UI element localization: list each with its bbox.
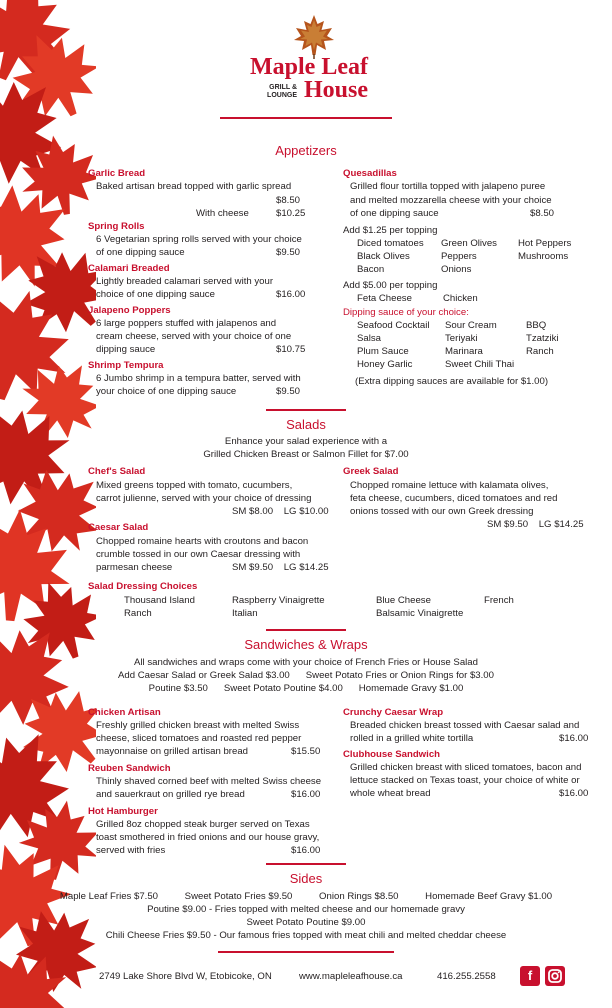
brand-name-line1: Maple Leaf [250, 54, 368, 80]
section-divider [266, 409, 346, 411]
item-desc: of one dipping sauce [96, 247, 185, 258]
item-price: $16.00 [291, 789, 321, 800]
item-price: $16.00 [559, 733, 589, 744]
sauce-item: Sour Cream [445, 320, 497, 331]
brand-name-line2: House [304, 77, 369, 103]
item-price: $16.00 [559, 788, 589, 799]
topping-item: Black Olives [357, 251, 410, 262]
dipping-sauce-title: Dipping sauce of your choice: [343, 307, 469, 318]
sauce-item: Tzatziki [526, 333, 559, 344]
topping-item: Mushrooms [518, 251, 569, 262]
item-title-reuben-sandwich: Reuben Sandwich [88, 763, 171, 774]
item-price: $9.50 [276, 247, 301, 258]
topping-price-note: Add $1.25 per topping [343, 225, 438, 236]
item-price: $16.00 [291, 845, 321, 856]
sauce-item: BBQ [526, 320, 547, 331]
item-price: $8.50 [530, 208, 555, 219]
item-price: $16.00 [276, 289, 306, 300]
item-desc: of one dipping sauce [350, 208, 439, 219]
item-desc: choice of one dipping sauce [96, 289, 215, 300]
dressing-item: French [484, 595, 514, 606]
header-divider [220, 117, 392, 119]
sandwiches-intro: Add Caesar Salad or Greek Salad $3.00 Sweet Potato Fries or Onion Rings for $3.00 [118, 670, 494, 681]
topping-item: Onions [441, 264, 472, 275]
item-price: SM $9.50 LG $14.25 [232, 562, 329, 573]
item-title-quesadillas: Quesadillas [343, 168, 397, 179]
item-desc: onions tossed with our own Greek dressing [350, 506, 534, 517]
item-desc: served with fries [96, 845, 166, 856]
section-divider [266, 863, 346, 865]
dressing-item: Italian [232, 608, 258, 619]
item-desc: carrot julienne, served with your choice of dressing [96, 493, 312, 504]
item-desc: parmesan cheese [96, 562, 173, 573]
sauce-item: Plum Sauce [357, 346, 409, 357]
item-desc: 6 Jumbo shrimp in a tempura batter, served with [96, 373, 301, 384]
section-divider [266, 629, 346, 631]
footer-address: 2749 Lake Shore Blvd W, Etobicoke, ON [99, 971, 272, 982]
sides-line: Chili Cheese Fries $9.50 - Our famous fries topped with meat chili and melted cheddar cheese [105, 930, 507, 941]
item-title-clubhouse-sandwich: Clubhouse Sandwich [343, 749, 441, 760]
item-desc: crumble tossed in our own Caesar dressing with [96, 549, 301, 560]
dressing-choices-title: Salad Dressing Choices [88, 581, 198, 592]
salads-intro: Enhance your salad experience with a [224, 436, 388, 447]
item-title-jalapeno-poppers: Jalapeno Poppers [88, 305, 171, 316]
dressing-item: Ranch [124, 608, 152, 619]
section-title-salads: Salads [286, 417, 326, 432]
topping-item: Green Olives [441, 238, 497, 249]
sides-line: Sweet Potato Poutine $9.00 [246, 917, 366, 928]
footer-phone[interactable]: 416.255.2558 [437, 971, 496, 982]
brand-subtitle [253, 84, 297, 99]
item-desc: Baked artisan bread topped with garlic spread [96, 181, 292, 192]
item-desc: Freshly grilled chicken breast with melted Swiss [96, 720, 300, 731]
instagram-icon[interactable] [545, 966, 565, 986]
item-title-shrimp-tempura: Shrimp Tempura [88, 360, 164, 371]
sauce-item: Marinara [445, 346, 483, 357]
section-title-sides: Sides [289, 871, 323, 886]
topping-item: Bacon [357, 264, 385, 275]
protein-item: Feta Cheese [357, 293, 412, 304]
item-desc: Mixed greens topped with tomato, cucumbers, [96, 480, 293, 491]
item-desc: toast smothered in fried onions and our house gravy, [96, 832, 320, 843]
item-title-spring-rolls: Spring Rolls [88, 221, 145, 232]
item-price: SM $9.50 LG $14.25 [487, 519, 584, 530]
item-desc: Thinly shaved corned beef with melted Swiss cheese [96, 776, 322, 787]
item-desc: and melted mozzarella cheese with your choice [350, 195, 552, 206]
sauce-note: (Extra dipping sauces are available for $1.00) [355, 376, 549, 387]
sauce-item: Ranch [526, 346, 554, 357]
item-desc: dipping sauce [96, 344, 156, 355]
dressing-item: Raspberry Vinaigrette [232, 595, 325, 606]
item-price: SM $8.00 LG $10.00 [232, 506, 329, 517]
item-option: With cheese [196, 208, 249, 219]
item-price: $10.75 [276, 344, 306, 355]
sandwiches-intro: Poutine $3.50 Sweet Potato Poutine $4.00 Homemade Gravy $1.00 [148, 683, 464, 694]
item-title-calamari: Calamari Breaded [88, 263, 170, 274]
item-desc: and sauerkraut on grilled rye bread [96, 789, 245, 800]
item-desc: Chopped romaine hearts with croutons and bacon [96, 536, 309, 547]
item-desc: Grilled 8oz chopped steak burger served on Texas [96, 819, 310, 830]
item-price: $15.50 [291, 746, 321, 757]
item-desc: Grilled chicken breast with sliced tomatoes, bacon and [350, 762, 582, 773]
sandwiches-intro: All sandwiches and wraps come with your choice of French Fries or House Salad [134, 657, 478, 668]
footer-website[interactable]: www.mapleleafhouse.ca [299, 971, 403, 982]
item-title-chefs-salad: Chef's Salad [88, 466, 146, 477]
sauce-item: Seafood Cocktail [357, 320, 430, 331]
item-desc: whole wheat bread [350, 788, 431, 799]
instagram-glyph [545, 966, 565, 986]
facebook-icon[interactable]: f [520, 966, 540, 986]
topping-item: Hot Peppers [518, 238, 572, 249]
item-desc: 6 Vegetarian spring rolls served with your choice [96, 234, 302, 245]
protein-item: Chicken [443, 293, 478, 304]
item-desc: your choice of one dipping sauce [96, 386, 237, 397]
sauce-item: Teriyaki [445, 333, 478, 344]
item-desc: Chopped romaine lettuce with kalamata olives, [350, 480, 549, 491]
brand-sub-grill: GRILL & [269, 84, 297, 91]
section-title-sandwiches: Sandwiches & Wraps [244, 637, 368, 652]
topping-item: Peppers [441, 251, 477, 262]
item-title-greek-salad: Greek Salad [343, 466, 399, 477]
footer-divider [218, 951, 394, 953]
item-desc: cheese, sliced tomatoes and roasted red pepper [96, 733, 302, 744]
item-desc: rolled in a grilled white tortilla [350, 733, 474, 744]
item-desc: Grilled flour tortilla topped with jalapeno puree [350, 181, 546, 192]
sides-line: Maple Leaf Fries $7.50 Sweet Potato Fries $9.50 Onion Rings $8.50 Homemade Beef Gravy $1.00 [59, 891, 553, 902]
item-title-chicken-artisan: Chicken Artisan [88, 707, 161, 718]
item-title-garlic-bread: Garlic Bread [88, 168, 146, 179]
item-title-hot-hamburger: Hot Hamburger [88, 806, 158, 817]
protein-price-note: Add $5.00 per topping [343, 280, 438, 291]
item-desc: Breaded chicken breast tossed with Caesar salad and [350, 720, 580, 731]
dressing-item: Blue Cheese [376, 595, 431, 606]
item-desc: mayonnaise on grilled artisan bread [96, 746, 248, 757]
item-price: $10.25 [276, 208, 306, 219]
item-desc: lettuce stacked on Texas toast, your choice of white or [350, 775, 580, 786]
item-desc: Lightly breaded calamari served with your [96, 276, 274, 287]
topping-item: Diced tomatoes [357, 238, 424, 249]
sauce-item: Honey Garlic [357, 359, 413, 370]
salads-intro: Grilled Chicken Breast or Salmon Fillet for $7.00 [203, 449, 409, 460]
section-title-appetizers: Appetizers [275, 143, 337, 158]
sauce-item: Salsa [357, 333, 381, 344]
dressing-item: Thousand Island [124, 595, 195, 606]
item-price: $8.50 [276, 195, 301, 206]
dressing-item: Balsamic Vinaigrette [376, 608, 464, 619]
brand-sub-lounge: LOUNGE [267, 91, 297, 99]
sauce-item: Sweet Chili Thai [445, 359, 515, 370]
item-title-crunchy-caesar-wrap: Crunchy Caesar Wrap [343, 707, 444, 718]
sides-line: Poutine $9.00 - Fries topped with melted cheese and our homemade gravy [147, 904, 465, 915]
item-title-caesar-salad: Caesar Salad [88, 522, 149, 533]
item-desc: 6 large poppers stuffed with jalapenos and [96, 318, 277, 329]
item-desc: cream cheese, served with your choice of one [96, 331, 292, 342]
item-desc: feta cheese, cucumbers, diced tomatoes and red [350, 493, 558, 504]
item-price: $9.50 [276, 386, 301, 397]
